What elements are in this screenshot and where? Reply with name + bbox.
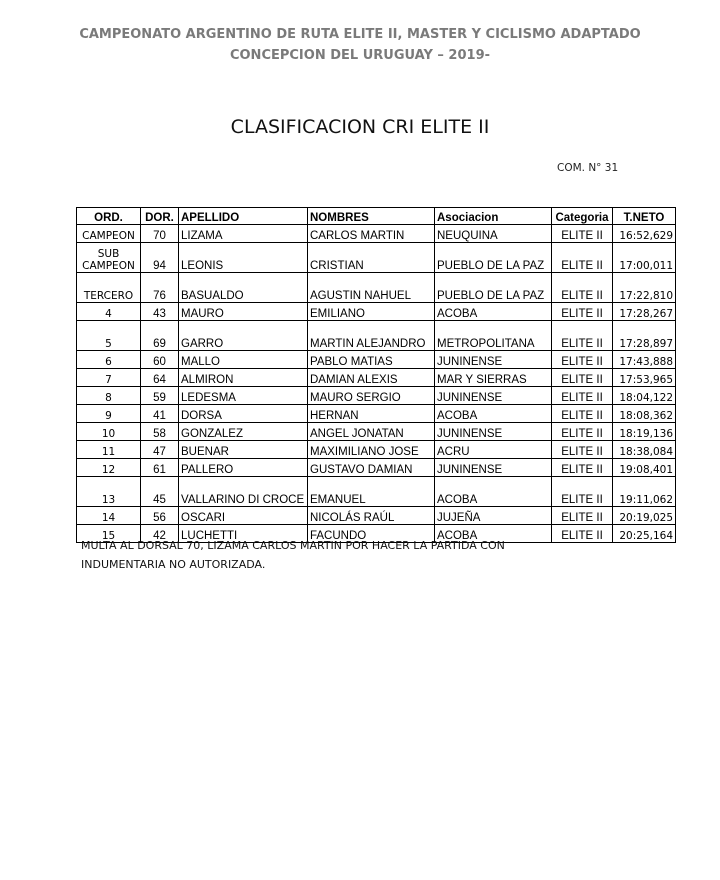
cell-tneto: 16:52,629 [613, 225, 676, 243]
cell-asociacion: JUNINENSE [435, 387, 552, 405]
cell-tneto: 18:08,362 [613, 405, 676, 423]
cell-categoria: ELITE II [552, 351, 613, 369]
cell-apellido: MAURO [179, 303, 308, 321]
cell-categoria: ELITE II [552, 369, 613, 387]
cell-tneto: 19:08,401 [613, 459, 676, 477]
table-body [77, 225, 676, 543]
cell-ord: 4 [77, 303, 141, 321]
cell-dor: 47 [141, 441, 179, 459]
cell-categoria: ELITE II [552, 459, 613, 477]
cell-ord: TERCERO [77, 273, 141, 303]
col-tneto: T.NETO [613, 208, 676, 225]
cell-dor: 61 [141, 459, 179, 477]
cell-categoria: ELITE II [552, 321, 613, 351]
cell-asociacion: NEUQUINA [435, 225, 552, 243]
cell-apellido: PALLERO [179, 459, 308, 477]
cell-categoria: ELITE II [552, 225, 613, 243]
table-row [77, 321, 676, 351]
cell-categoria: ELITE II [552, 303, 613, 321]
cell-tneto: 18:19,136 [613, 423, 676, 441]
cell-nombres: ANGEL JONATAN [308, 423, 435, 441]
cell-dor: 45 [141, 477, 179, 507]
championship-title: CAMPEONATO ARGENTINO DE RUTA ELITE II, MASTER Y CICLISMO ADAPTADO [79, 27, 641, 42]
cell-categoria: ELITE II [552, 507, 613, 525]
cell-apellido: ALMIRON [179, 369, 308, 387]
table-row [77, 441, 676, 459]
cell-nombres: EMILIANO [308, 303, 435, 321]
cell-categoria: ELITE II [552, 477, 613, 507]
cell-apellido: BUENAR [179, 441, 308, 459]
cell-apellido: DORSA [179, 405, 308, 423]
cell-nombres: AGUSTIN NAHUEL [308, 273, 435, 303]
cell-asociacion: ACOBA [435, 477, 552, 507]
cell-categoria: ELITE II [552, 525, 613, 543]
cell-asociacion: JUJEÑA [435, 507, 552, 525]
col-categoria: Categoria [552, 208, 613, 225]
cell-ord: 8 [77, 387, 141, 405]
cell-asociacion: ACOBA [435, 303, 552, 321]
cell-ord: 5 [77, 321, 141, 351]
cell-tneto: 18:04,122 [613, 387, 676, 405]
cell-apellido: BASUALDO [179, 273, 308, 303]
cell-dor: 41 [141, 405, 179, 423]
table-row [77, 423, 676, 441]
cell-dor: 94 [141, 243, 179, 273]
table-row [77, 387, 676, 405]
cell-nombres: CRISTIAN [308, 243, 435, 273]
cell-asociacion: PUEBLO DE LA PAZ [435, 273, 552, 303]
cell-apellido: GARRO [179, 321, 308, 351]
cell-nombres: GUSTAVO DAMIAN [308, 459, 435, 477]
cell-asociacion: METROPOLITANA [435, 321, 552, 351]
cell-asociacion: ACOBA [435, 405, 552, 423]
cell-ord: 9 [77, 405, 141, 423]
cell-tneto: 17:53,965 [613, 369, 676, 387]
communique-number: COM. N° 31 [557, 162, 619, 174]
cell-ord: 12 [77, 459, 141, 477]
cell-apellido: MALLO [179, 351, 308, 369]
cell-asociacion: JUNINENSE [435, 459, 552, 477]
col-asociacion: Asociacion [435, 208, 552, 225]
cell-dor: 42 [141, 525, 179, 543]
cell-nombres: CARLOS MARTIN [308, 225, 435, 243]
cell-dor: 43 [141, 303, 179, 321]
cell-ord: 11 [77, 441, 141, 459]
cell-dor: 56 [141, 507, 179, 525]
cell-nombres: MAXIMILIANO JOSE [308, 441, 435, 459]
cell-dor: 64 [141, 369, 179, 387]
cell-dor: 59 [141, 387, 179, 405]
cell-dor: 70 [141, 225, 179, 243]
results-table [76, 207, 676, 543]
cell-tneto: 17:28,267 [613, 303, 676, 321]
cell-nombres: MARTIN ALEJANDRO [308, 321, 435, 351]
cell-ord: 10 [77, 423, 141, 441]
table-row [77, 243, 676, 273]
cell-tneto: 20:19,025 [613, 507, 676, 525]
cell-ord: 6 [77, 351, 141, 369]
cell-categoria: ELITE II [552, 387, 613, 405]
table-row [77, 273, 676, 303]
cell-categoria: ELITE II [552, 405, 613, 423]
cell-categoria: ELITE II [552, 273, 613, 303]
table-row [77, 459, 676, 477]
penalty-note-line1: MULTA AL DORSAL 70, LIZAMA CARLOS MARTIN POR HACER LA PARTIDA CON [81, 539, 505, 552]
cell-nombres: PABLO MATIAS [308, 351, 435, 369]
page-title: CLASIFICACION CRI ELITE II [230, 116, 490, 138]
cell-asociacion: PUEBLO DE LA PAZ [435, 243, 552, 273]
cell-asociacion: JUNINENSE [435, 423, 552, 441]
table-row [77, 369, 676, 387]
cell-ord: 15 [77, 525, 141, 543]
cell-apellido: LEONIS [179, 243, 308, 273]
cell-apellido: LUCHETTI [179, 525, 308, 543]
cell-dor: 69 [141, 321, 179, 351]
col-apellido: APELLIDO [179, 208, 308, 225]
cell-tneto: 17:22,810 [613, 273, 676, 303]
table-row [77, 507, 676, 525]
table-header-row [77, 208, 676, 225]
cell-dor: 58 [141, 423, 179, 441]
table-row [77, 351, 676, 369]
cell-apellido: LEDESMA [179, 387, 308, 405]
cell-ord: CAMPEON [77, 225, 141, 243]
cell-asociacion: ACOBA [435, 525, 552, 543]
cell-dor: 60 [141, 351, 179, 369]
cell-nombres: DAMIAN ALEXIS [308, 369, 435, 387]
col-ord: ORD. [77, 208, 141, 225]
championship-location: CONCEPCION DEL URUGUAY – 2019- [229, 48, 491, 63]
cell-categoria: ELITE II [552, 441, 613, 459]
cell-ord: SUB CAMPEON [77, 243, 141, 273]
cell-asociacion: MAR Y SIERRAS [435, 369, 552, 387]
cell-tneto: 17:00,011 [613, 243, 676, 273]
cell-ord: 14 [77, 507, 141, 525]
cell-nombres: NICOLÁS RAÚL [308, 507, 435, 525]
cell-nombres: FACUNDO [308, 525, 435, 543]
cell-apellido: LIZAMA [179, 225, 308, 243]
cell-apellido: VALLARINO DI CROCE [179, 477, 308, 507]
cell-categoria: ELITE II [552, 243, 613, 273]
table-row [77, 303, 676, 321]
cell-tneto: 19:11,062 [613, 477, 676, 507]
cell-asociacion: ACRU [435, 441, 552, 459]
cell-ord: 7 [77, 369, 141, 387]
cell-tneto: 17:28,897 [613, 321, 676, 351]
cell-dor: 76 [141, 273, 179, 303]
cell-asociacion: JUNINENSE [435, 351, 552, 369]
cell-apellido: GONZALEZ [179, 423, 308, 441]
cell-ord: 13 [77, 477, 141, 507]
cell-tneto: 17:43,888 [613, 351, 676, 369]
cell-nombres: EMANUEL [308, 477, 435, 507]
cell-apellido: OSCARI [179, 507, 308, 525]
table-row [77, 477, 676, 507]
cell-nombres: HERNAN [308, 405, 435, 423]
col-nombres: NOMBRES [308, 208, 435, 225]
cell-tneto: 20:25,164 [613, 525, 676, 543]
cell-categoria: ELITE II [552, 423, 613, 441]
cell-tneto: 18:38,084 [613, 441, 676, 459]
table-row [77, 405, 676, 423]
table-row [77, 225, 676, 243]
col-dor: DOR. [141, 208, 179, 225]
penalty-note-line2: INDUMENTARIA NO AUTORIZADA. [81, 558, 266, 571]
cell-nombres: MAURO SERGIO [308, 387, 435, 405]
